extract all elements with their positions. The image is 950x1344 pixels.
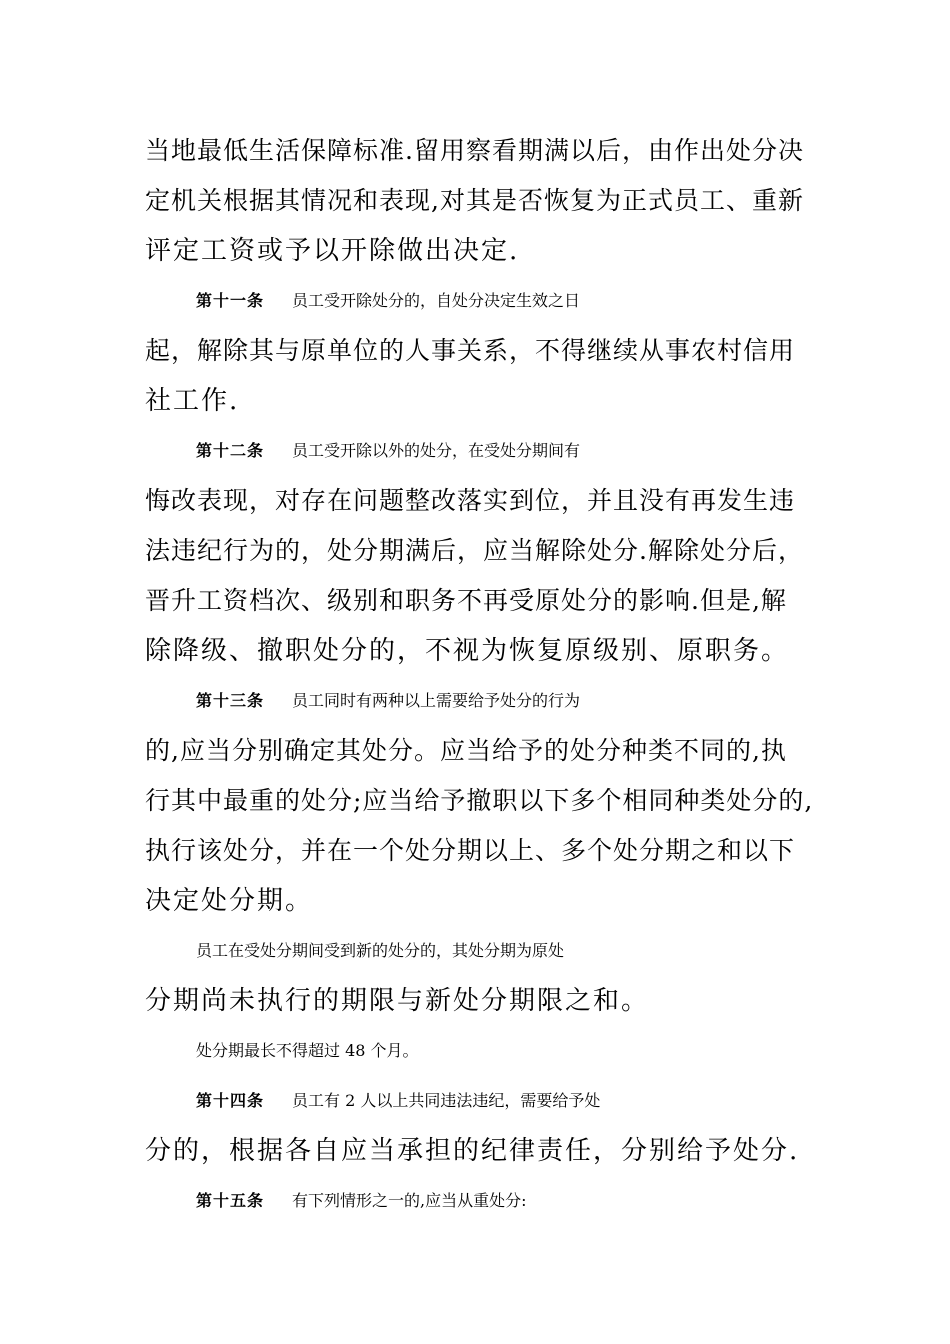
text-line: 行其中最重的处分;应当给予撤职以下多个相同种类处分的,	[145, 786, 814, 815]
text-line: 悔改表现，对存在问题整改落实到位，并且没有再发生违	[145, 486, 796, 515]
text-line: 评定工资或予以开除做出决定.	[145, 236, 520, 266]
text-line: 分期尚未执行的期限与新处分期限之和。	[145, 986, 650, 1016]
article-13-line: 第十三条 员工同时有两种以上需要给予处分的行为	[196, 691, 581, 710]
article-15-line: 第十五条 有下列情形之一的,应当从重处分:	[196, 1191, 527, 1210]
text-line: 起，解除其与原单位的人事关系，不得继续从事农村信用	[145, 336, 796, 365]
text-line: 员工在受处分期间受到新的处分的，其处分期为原处	[196, 941, 565, 960]
article-heading: 第十四条	[196, 1091, 265, 1110]
text-line: 当地最低生活保障标准.留用察看期满以后，由作出处分决	[145, 136, 804, 165]
text-line: 处分期最长不得超过 48 个月。	[196, 1041, 419, 1060]
article-heading: 第十五条	[196, 1191, 265, 1210]
article-heading: 第十三条	[196, 691, 265, 710]
article-heading: 第十一条	[196, 291, 265, 310]
article-11-line: 第十一条 员工受开除处分的，自处分决定生效之日	[196, 291, 581, 310]
text-line: 除降级、撤职处分的，不视为恢复原级别、原职务。	[145, 636, 790, 666]
article-14-line: 第十四条 员工有 2 人以上共同违法违纪，需要给予处	[196, 1091, 601, 1110]
text-line: 晋升工资档次、级别和职务不再受原处分的影响.但是,解	[145, 586, 787, 615]
article-12-line: 第十二条 员工受开除以外的处分，在受处分期间有	[196, 441, 581, 460]
text-line: 决定处分期。	[145, 886, 314, 916]
text-line: 分的，根据各自应当承担的纪律责任，分别给予处分.	[145, 1136, 800, 1166]
text-line: 法违纪行为的，处分期满后，应当解除处分.解除处分后，	[145, 536, 804, 565]
text-line: 执行该处分，并在一个处分期以上、多个处分期之和以下	[145, 836, 796, 865]
text-line: 社工作.	[145, 386, 240, 416]
article-heading: 第十二条	[196, 441, 265, 460]
text-line: 定机关根据其情况和表现,对其是否恢复为正式员工、重新	[145, 186, 804, 215]
text-line: 的,应当分别确定其处分。应当给予的处分种类不同的,执	[145, 736, 787, 765]
